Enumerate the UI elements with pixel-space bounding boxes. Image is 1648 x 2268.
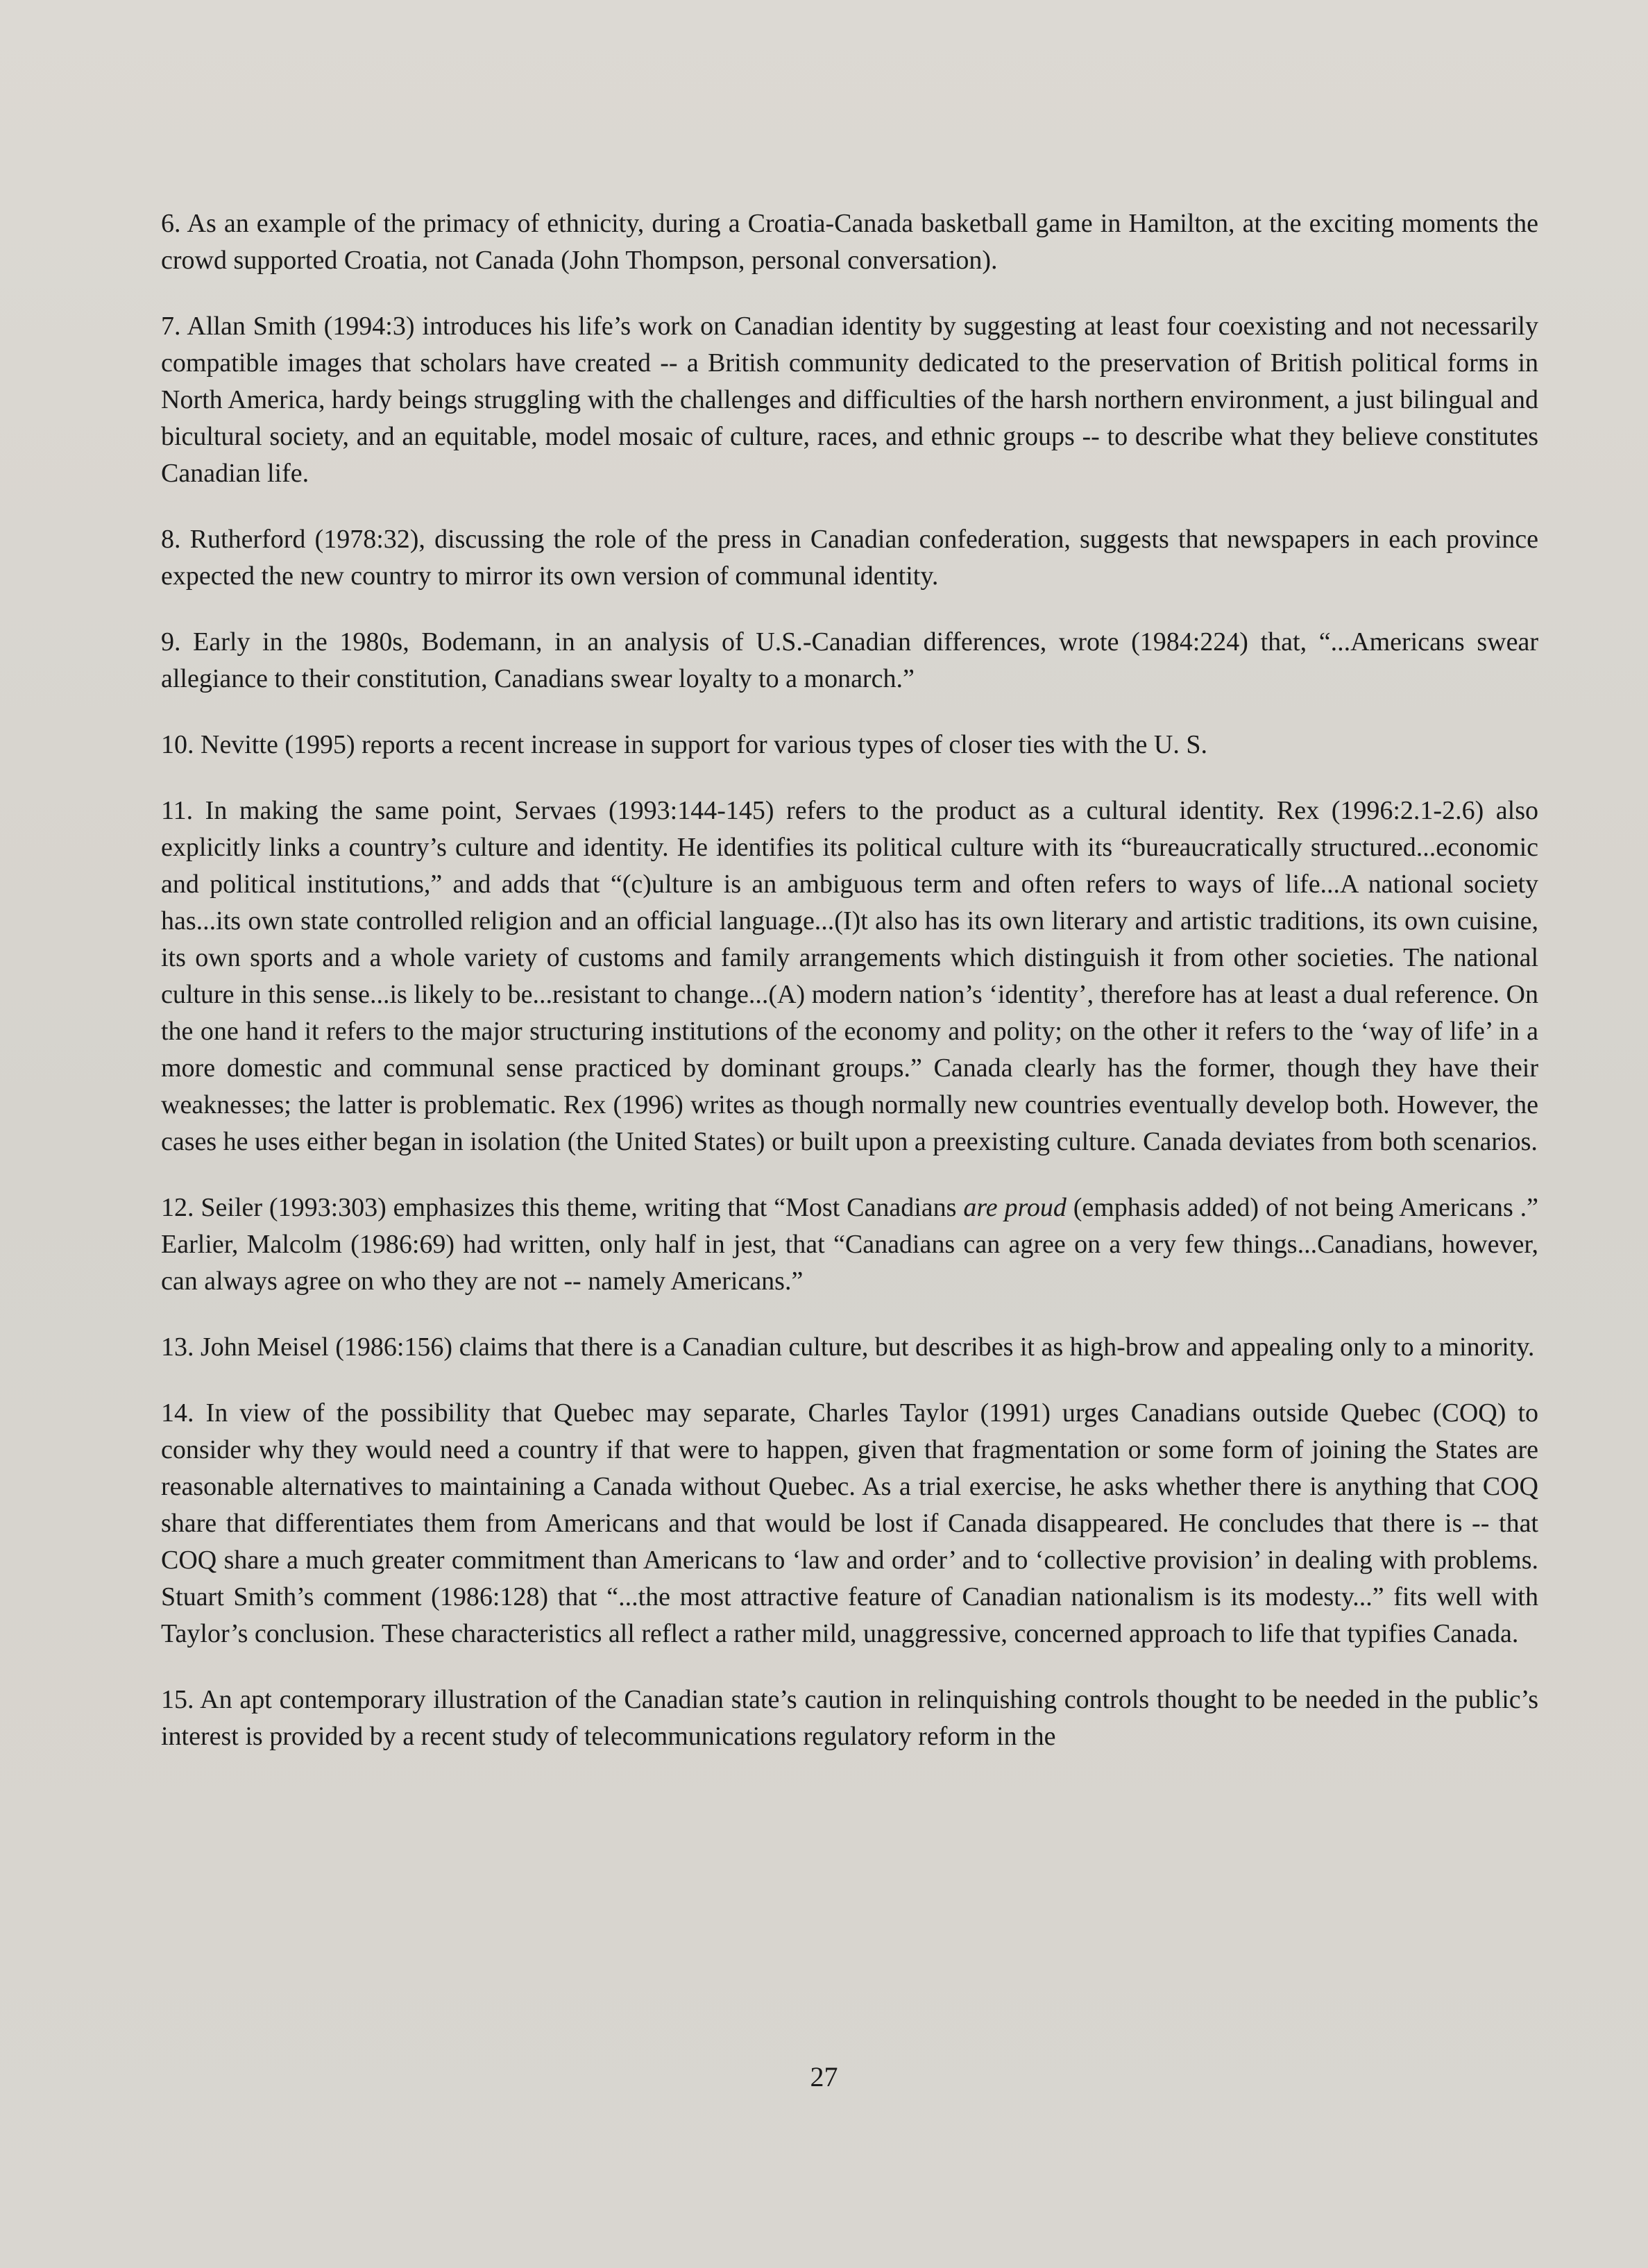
note-12 — [161, 1190, 1538, 1300]
endnotes — [161, 205, 1538, 1784]
note-12-emphasis: are proud — [963, 1193, 1067, 1222]
note-14: 14. In view of the possibility that Quebec may separate, Charles Taylor (1991) urges Canadians outside Quebec (COQ) to consider why they would need a country if that were to happen, given that fragmentation or some form of joining the States are reasonable alternatives to maintaining a Canada without Quebec. As a trial exercise, he asks whether there is anything that COQ share that differentiates them from Americans and that would be lost if Canada disappeared. He concludes that there is -- that COQ share a much greater commitment than Americans to ‘law and order’ and to ‘collective provision’ in dealing with problems. Stuart Smith’s comment (1986:128) that “...the most attractive feature of Canadian nationalism is its modesty...” fits well with Taylor’s conclusion. These characteristics all reflect a rather mild, unaggressive, concerned approach to life that typifies Canada. — [161, 1398, 1538, 1648]
note-8: 8. Rutherford (1978:32), discussing the role of the press in Canadian confederation, suggests that newspapers in each province expected the new country to mirror its own version of communal identity. — [161, 525, 1538, 591]
note-7: 7. Allan Smith (1994:3) introduces his life’s work on Canadian identity by suggesting at least four coexisting and not necessarily compatible images that scholars have created -- a British community dedicated to the preservation of British political forms in North America, hardy beings struggling with the challenges and difficulties of the harsh northern environment, a just bilingual and bicultural society, and an equitable, model mosaic of culture, races, and ethnic groups -- to describe what they believe constitutes Canadian life. — [161, 312, 1538, 488]
note-13: 13. John Meisel (1986:156) claims that there is a Canadian culture, but describes it as high-brow and appealing only to a minority. — [161, 1332, 1535, 1362]
note-12-text-before: 12. Seiler (1993:303) emphasizes this theme, writing that “Most Canadians — [161, 1193, 964, 1222]
note-6: 6. As an example of the primacy of ethnicity, during a Croatia-Canada basketball game in Hamilton, at the exciting moments the crowd supported Croatia, not Canada (John Thompson, personal conversation). — [161, 209, 1538, 275]
note-10: 10. Nevitte (1995) reports a recent increase in support for various types of closer ties with the U. S. — [161, 730, 1207, 759]
page-number: 27 — [810, 2061, 838, 2092]
note-12-text-after: (emphasis added) of not being Americans .” Earlier, Malcolm (1986:69) had written, only half in jest, that “Canadians can agree on a very few things...Canadians, however, can always agree on who they are not -- namely Americans.” — [161, 1193, 1539, 1296]
note-15: 15. An apt contemporary illustration of the Canadian state’s caution in relinquishing controls thought to be needed in the public’s interest is provided by a recent study of telecommunications regulatory reform in the — [161, 1685, 1538, 1751]
note-9: 9. Early in the 1980s, Bodemann, in an analysis of U.S.-Canadian differences, wrote (1984:224) that, “...Americans swear allegiance to their constitution, Canadians swear loyalty to a monarch.” — [161, 627, 1538, 693]
note-11: 11. In making the same point, Servaes (1993:144-145) refers to the product as a cultural identity. Rex (1996:2.1-2.6) also explicitly links a country’s culture and identity. He identifies its political culture with its “bureaucratically structured...economic and political institutions,” and adds that “(c)ulture is an ambiguous term and often refers to ways of life...A national society has...its own state controlled religion and an official language...(I)t also has its own literary and artistic traditions, its own cuisine, its own sports and a whole variety of customs and family arrangements which distinguish it from other societies. The national culture in this sense...is likely to be...resistant to change...(A) modern nation’s ‘identity’, therefore has at least a dual reference. On the one hand it refers to the major structuring institutions of the economy and polity; on the other it refers to the ‘way of life’ in a more domestic and communal sense practiced by dominant groups.” Canada clearly has the former, though they have their weaknesses; the latter is problematic. Rex (1996) writes as though normally new countries eventually develop both. However, the cases he uses either began in isolation (the United States) or built upon a preexisting culture. Canada deviates from both scenarios. — [161, 796, 1538, 1156]
